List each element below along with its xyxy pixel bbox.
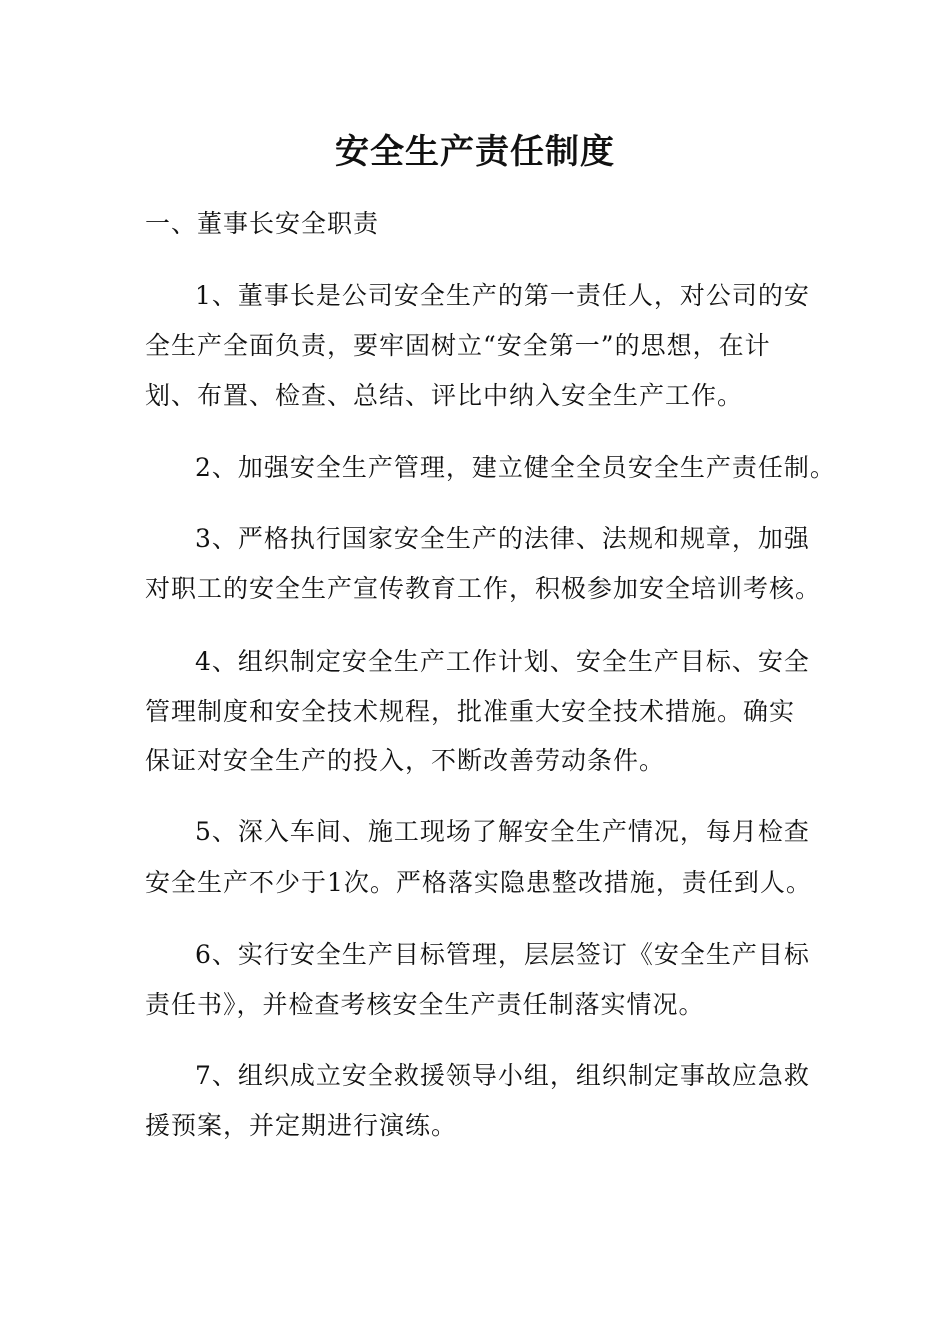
- paragraph-line: 保证对安全生产的投入，不断改善劳动条件。: [145, 746, 666, 775]
- paragraph-line: 全生产全面负责，要牢固树立“安全第一”的思想，在计: [145, 331, 771, 360]
- paragraph-line: 2、加强安全生产管理，建立健全全员安全生产责任制。: [195, 453, 836, 482]
- paragraph-line: 责任书》，并检查考核安全生产责任制落实情况。: [145, 990, 705, 1019]
- paragraph-line: 3、严格执行国家安全生产的法律、法规和规章，加强: [195, 524, 810, 553]
- paragraph-line: 划、布置、检查、总结、评比中纳入安全生产工作。: [145, 381, 744, 410]
- paragraph-line: 对职工的安全生产宣传教育工作，积极参加安全培训考核。: [145, 574, 822, 603]
- paragraph-line: 援预案，并定期进行演练。: [145, 1111, 458, 1140]
- section-heading: 一、董事长安全职责: [145, 209, 380, 238]
- paragraph-line: 7、组织成立安全救援领导小组，组织制定事故应急救: [195, 1061, 810, 1090]
- paragraph-line: 5、深入车间、施工现场了解安全生产情况，每月检查: [195, 817, 810, 846]
- document-title: 安全生产责任制度: [335, 132, 615, 172]
- paragraph-line: 4、组织制定安全生产工作计划、安全生产目标、安全: [195, 647, 810, 676]
- paragraph-line: 1、董事长是公司安全生产的第一责任人，对公司的安: [195, 281, 810, 310]
- paragraph-line: 管理制度和安全技术规程，批准重大安全技术措施。确实: [145, 697, 796, 726]
- paragraph-line: 安全生产不少于1次。严格落实隐患整改措施，责任到人。: [145, 868, 812, 897]
- paragraph-line: 6、实行安全生产目标管理，层层签订《安全生产目标: [195, 940, 810, 969]
